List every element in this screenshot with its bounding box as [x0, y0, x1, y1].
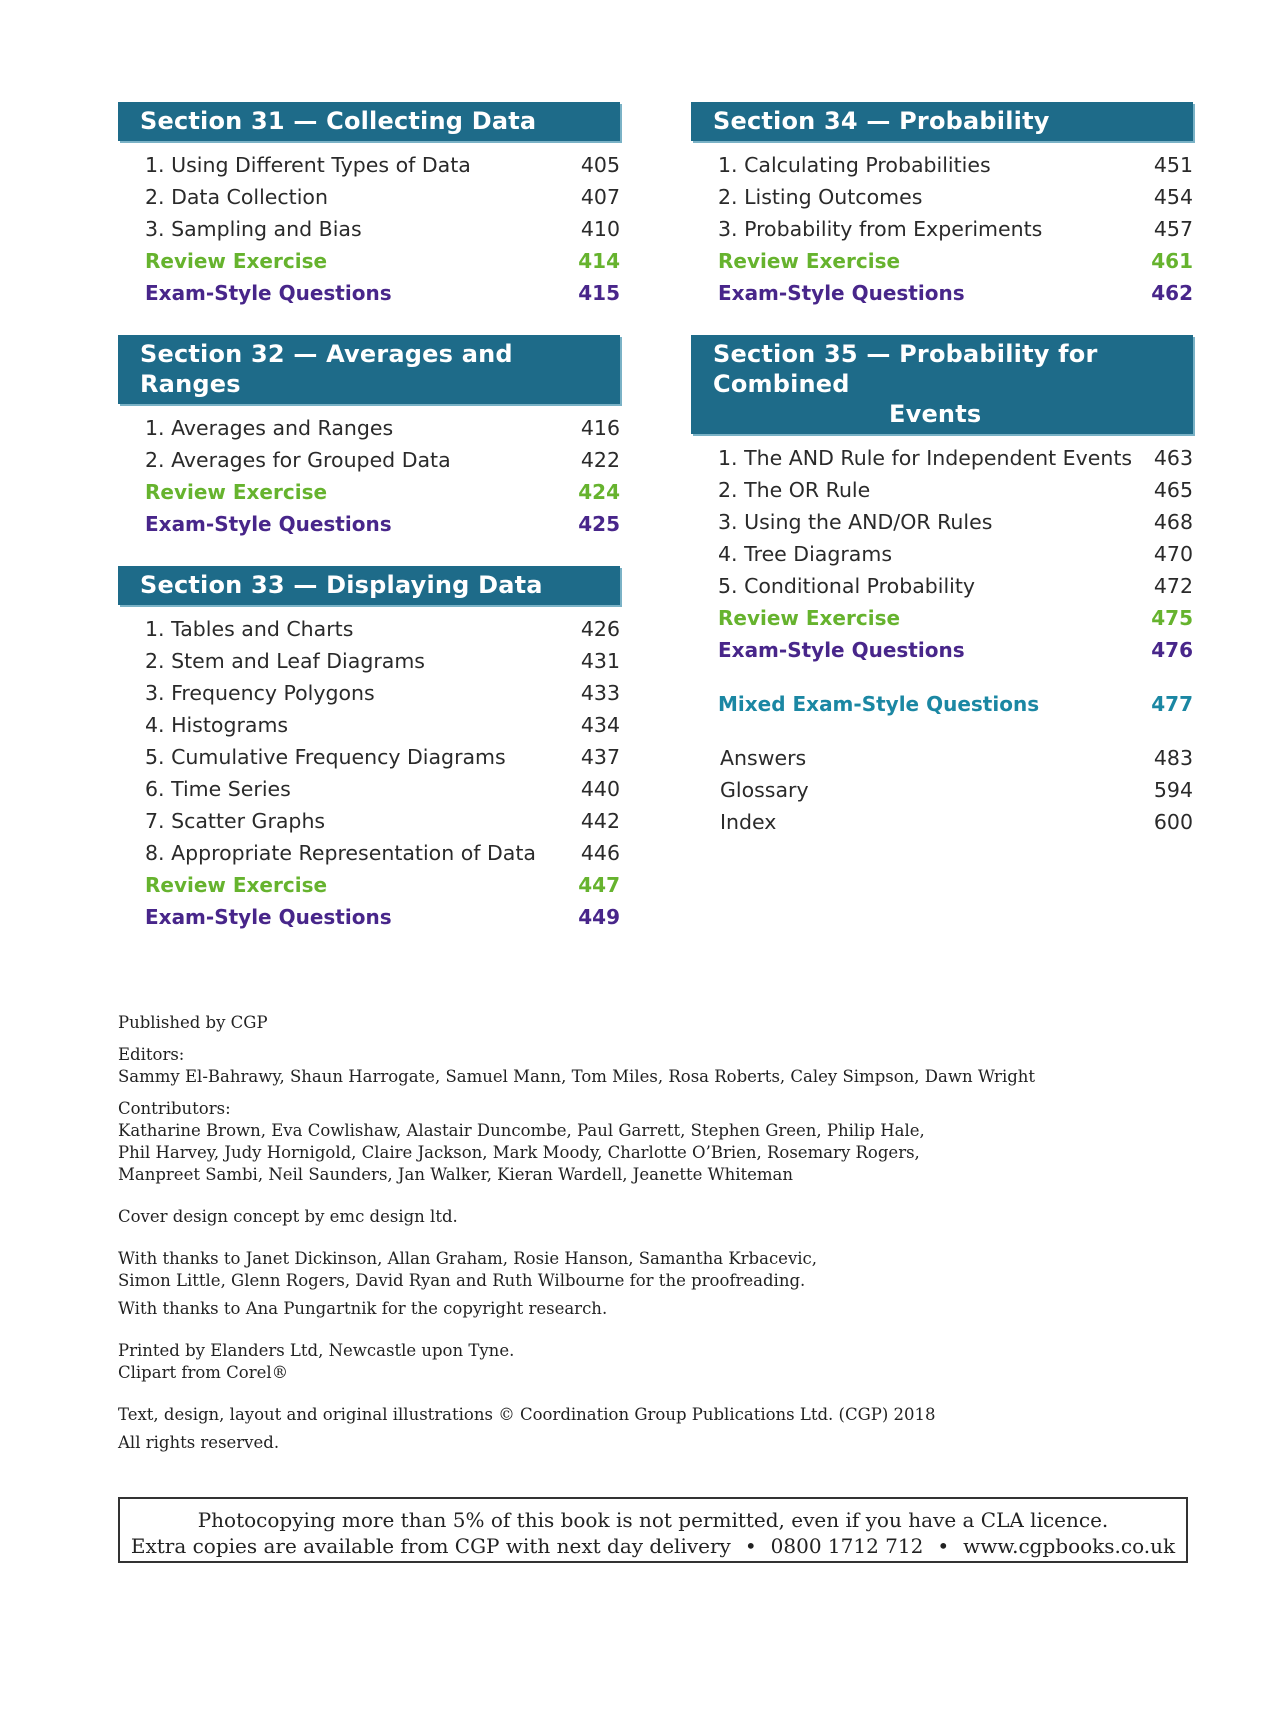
section-31	[118, 102, 620, 309]
section-32	[118, 335, 620, 540]
rights-line: All rights reserved.	[118, 1433, 280, 1452]
section-title: Section 31 — Collecting Data	[118, 102, 620, 141]
toc-entry[interactable]: 3. Probability from Experiments 457	[718, 217, 1193, 241]
printer-credit: Printed by Elanders Ltd, Newcastle upon Tyne.	[118, 1341, 515, 1360]
cover-credit: Cover design concept by emc design ltd.	[118, 1207, 458, 1226]
review-exercise-entry[interactable]: Review Exercise 461	[718, 249, 1193, 273]
toc-entry[interactable]: 1. Tables and Charts 426	[145, 617, 620, 641]
toc-entry[interactable]: 2. Stem and Leaf Diagrams 431	[145, 649, 620, 673]
toc-entry[interactable]: 2. Averages for Grouped Data 422	[145, 448, 620, 472]
exam-questions-entry[interactable]: Exam-Style Questions 425	[145, 512, 620, 536]
proofreading-thanks: Simon Little, Glenn Rogers, David Ryan and Ruth Wilbourne for the proofreading.	[118, 1271, 806, 1290]
section-title-line1: Section 35 — Probability for Combined	[713, 340, 1098, 398]
toc-entry[interactable]: 7. Scatter Graphs 442	[145, 809, 620, 833]
section-title-line2: Events	[889, 400, 982, 428]
section-title: Section 33 — Displaying Data	[118, 566, 620, 605]
toc-entry[interactable]: 4. Tree Diagrams 470	[718, 542, 1193, 566]
review-exercise-entry[interactable]: Review Exercise 475	[718, 606, 1193, 630]
mixed-exam-questions-entry[interactable]: Mixed Exam-Style Questions 477	[718, 692, 1193, 716]
contributors-list: Manpreet Sambi, Neil Saunders, Jan Walker, Kieran Wardell, Jeanette Whiteman	[118, 1165, 794, 1184]
toc-entry[interactable]: 5. Conditional Probability 472	[718, 574, 1193, 598]
toc-entry[interactable]: 5. Cumulative Frequency Diagrams 437	[145, 745, 620, 769]
toc-entry[interactable]: 3. Using the AND/OR Rules 468	[718, 510, 1193, 534]
contributors-list: Phil Harvey, Judy Hornigold, Claire Jackson, Mark Moody, Charlotte O’Brien, Rosemary Rogers,	[118, 1143, 920, 1162]
contents-left-column	[118, 102, 620, 959]
contributors-heading: Contributors:	[118, 1099, 231, 1118]
section-title: Section 34 — Probability	[691, 102, 1193, 141]
phone-number: 0800 1712 712	[770, 1534, 924, 1558]
toc-entry[interactable]: 1. Averages and Ranges 416	[145, 416, 620, 440]
toc-entry[interactable]: 1. The AND Rule for Independent Events 463	[718, 446, 1193, 470]
toc-entry[interactable]: 2. The OR Rule 465	[718, 478, 1193, 502]
index-entry[interactable]: Index 600	[720, 810, 1193, 834]
notice-line2: Extra copies are available from CGP with next day delivery • 0800 1712 712 • www.cgpbooks.co.uk	[130, 1534, 1176, 1558]
toc-entry[interactable]: 3. Sampling and Bias 410	[145, 217, 620, 241]
photocopy-notice-box	[118, 1497, 1188, 1563]
editors-list: Sammy El-Bahrawy, Shaun Harrogate, Samuel Mann, Tom Miles, Rosa Roberts, Caley Simpson, Dawn Wright	[118, 1067, 1036, 1086]
contributors-list: Katharine Brown, Eva Cowlishaw, Alastair Duncombe, Paul Garrett, Stephen Green, Philip Hale,	[118, 1121, 925, 1140]
toc-entry[interactable]: 4. Histograms 434	[145, 713, 620, 737]
section-title	[691, 335, 1193, 434]
exam-questions-entry[interactable]: Exam-Style Questions 476	[718, 638, 1193, 662]
toc-entry[interactable]: 1. Calculating Probabilities 451	[718, 153, 1193, 177]
toc-entry[interactable]: 2. Data Collection 407	[145, 185, 620, 209]
copyright-research-thanks: With thanks to Ana Pungartnik for the copyright research.	[118, 1299, 608, 1318]
section-33	[118, 566, 620, 933]
section-35	[691, 335, 1193, 838]
review-exercise-entry[interactable]: Review Exercise 414	[145, 249, 620, 273]
exam-questions-entry[interactable]: Exam-Style Questions 449	[145, 905, 620, 929]
toc-entry[interactable]: 1. Using Different Types of Data 405	[145, 153, 620, 177]
clipart-credit: Clipart from Corel®	[118, 1363, 289, 1382]
editors-heading: Editors:	[118, 1045, 185, 1064]
credits-block	[118, 1012, 1118, 1464]
toc-entry[interactable]: 2. Listing Outcomes 454	[718, 185, 1193, 209]
toc-entry[interactable]: 8. Appropriate Representation of Data 446	[145, 841, 620, 865]
copyright-line: Text, design, layout and original illustrations © Coordination Group Publications Ltd. (CGP) 2018	[118, 1405, 936, 1424]
section-34	[691, 102, 1193, 309]
exam-questions-entry[interactable]: Exam-Style Questions 462	[718, 281, 1193, 305]
toc-entry[interactable]: 3. Frequency Polygons 433	[145, 681, 620, 705]
glossary-entry[interactable]: Glossary 594	[720, 778, 1193, 802]
answers-entry[interactable]: Answers 483	[720, 746, 1193, 770]
review-exercise-entry[interactable]: Review Exercise 424	[145, 480, 620, 504]
contents-right-column	[691, 102, 1193, 864]
published-by: Published by CGP	[118, 1013, 268, 1032]
toc-entry[interactable]: 6. Time Series 440	[145, 777, 620, 801]
notice-line1: Photocopying more than 5% of this book is not permitted, even if you have a CLA licence.	[197, 1508, 1109, 1532]
review-exercise-entry[interactable]: Review Exercise 447	[145, 873, 620, 897]
exam-questions-entry[interactable]: Exam-Style Questions 415	[145, 281, 620, 305]
website-link[interactable]: www.cgpbooks.co.uk	[963, 1534, 1176, 1558]
proofreading-thanks: With thanks to Janet Dickinson, Allan Graham, Rosie Hanson, Samantha Krbacevic,	[118, 1249, 818, 1268]
section-title: Section 32 — Averages and Ranges	[118, 335, 620, 404]
